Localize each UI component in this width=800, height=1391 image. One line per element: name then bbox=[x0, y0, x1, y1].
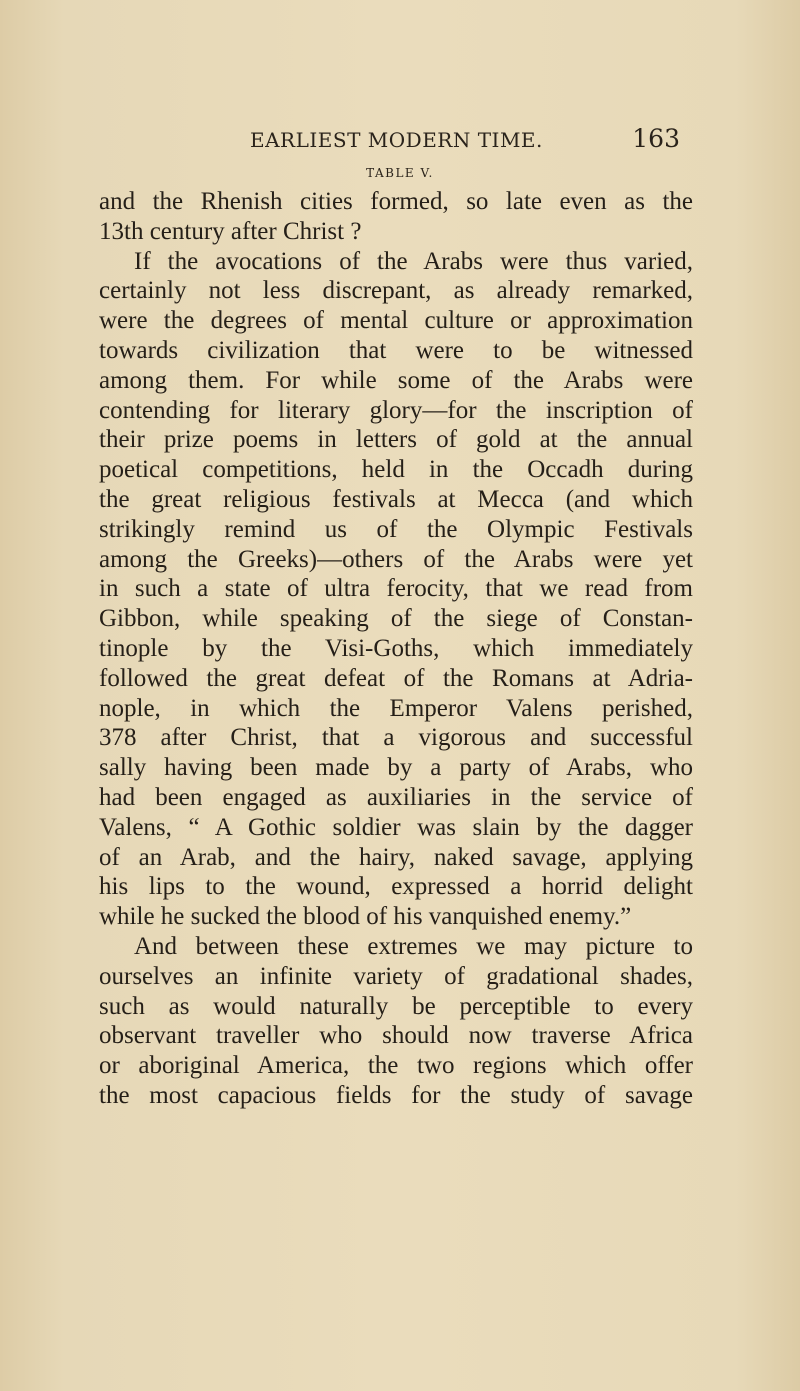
text-line: contending for literary glory—for the inscription of bbox=[99, 396, 693, 424]
text-line: certainly not less discrepant, as already remarked, bbox=[99, 277, 693, 305]
text-line: the most capacious fields for the study of savage bbox=[99, 1081, 693, 1109]
page-number: 163 bbox=[632, 124, 680, 153]
text-line: followed the great defeat of the Romans at Adria- bbox=[99, 664, 693, 692]
text-line: their prize poems in letters of gold at the annual bbox=[99, 426, 693, 454]
text-line: in such a state of ultra ferocity, that we read from bbox=[99, 575, 693, 603]
text-line: Gibbon, while speaking of the siege of Constan- bbox=[99, 605, 693, 633]
text-line: If the avocations of the Arabs were thus varied, bbox=[134, 247, 693, 275]
text-line: towards civilization that were to be witnessed bbox=[99, 336, 693, 364]
running-title: EARLIEST MODERN TIME. bbox=[250, 128, 543, 152]
text-line: nople, in which the Emperor Valens perished, bbox=[99, 694, 693, 722]
text-line: Valens, “ A Gothic soldier was slain by the dagger bbox=[99, 813, 693, 841]
text-line: while he sucked the blood of his vanquished enemy.” bbox=[99, 903, 632, 931]
text-line: such as would naturally be perceptible to every bbox=[99, 992, 693, 1020]
text-line: 378 after Christ, that a vigorous and successful bbox=[99, 724, 693, 752]
signature-mark: TABLE V. bbox=[366, 166, 434, 180]
text-line: And between these extremes we may picture to bbox=[134, 932, 693, 960]
page-header bbox=[250, 124, 680, 164]
body-text bbox=[99, 187, 693, 1111]
text-line: ourselves an infinite variety of gradational shades, bbox=[99, 962, 693, 990]
text-line: tinople by the Visi-Goths, which immediately bbox=[99, 634, 693, 662]
text-line: sally having been made by a party of Arabs, who bbox=[99, 754, 693, 782]
text-line: among them. For while some of the Arabs were bbox=[99, 366, 693, 394]
text-line: or aboriginal America, the two regions which offer bbox=[99, 1052, 693, 1080]
text-line: poetical competitions, held in the Occadh during bbox=[99, 456, 693, 484]
text-line: and the Rhenish cities formed, so late even as the bbox=[99, 188, 693, 215]
text-line: 13th century after Christ ? bbox=[99, 217, 362, 245]
text-line: were the degrees of mental culture or approximation bbox=[99, 307, 693, 335]
text-line: strikingly remind us of the Olympic Festivals bbox=[99, 515, 693, 543]
text-line: among the Greeks)—others of the Arabs were yet bbox=[99, 545, 693, 573]
text-line: his lips to the wound, expressed a horrid delight bbox=[99, 873, 693, 901]
text-line: the great religious festivals at Mecca (and which bbox=[99, 485, 693, 513]
text-line: of an Arab, and the hairy, naked savage, applying bbox=[99, 843, 693, 871]
text-line: had been engaged as auxiliaries in the service of bbox=[99, 783, 693, 811]
text-line: observant traveller who should now traverse Africa bbox=[99, 1022, 693, 1050]
